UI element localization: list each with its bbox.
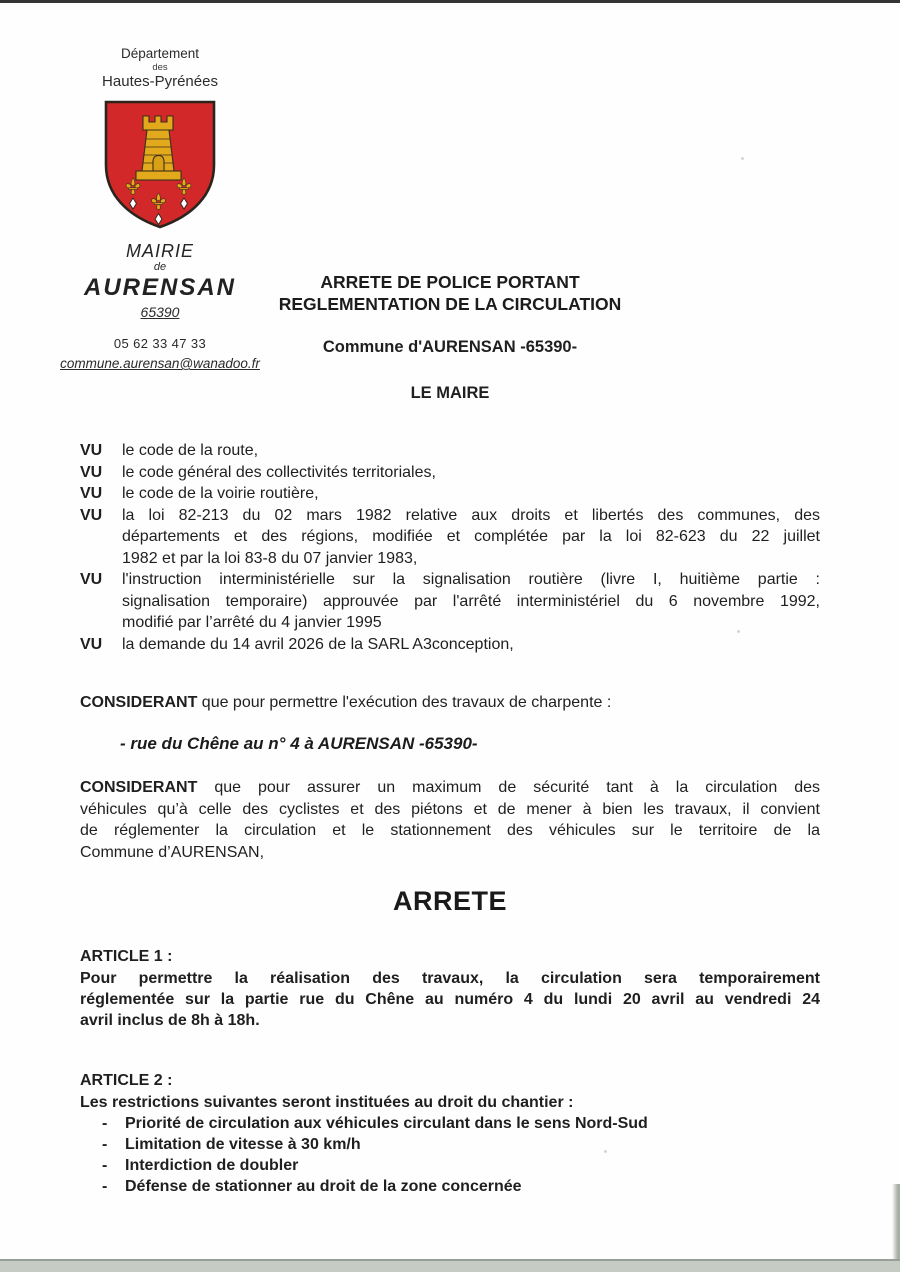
scan-speck xyxy=(604,1150,607,1153)
vu-item xyxy=(80,634,820,656)
considerant-2-line: véhicules qu’à celle des cyclistes et des piétons et de mener à bien les travaux, il convient xyxy=(80,800,820,818)
vu-list xyxy=(80,440,820,655)
department-line2: des xyxy=(152,62,168,73)
scan-edge-top xyxy=(0,0,900,3)
letterhead xyxy=(35,46,285,372)
vu-label: VU xyxy=(80,485,103,502)
postal-code: 65390 xyxy=(140,304,180,320)
vu-item xyxy=(80,462,820,484)
vu-text: le code de la voirie routière, xyxy=(122,485,319,502)
article-1-title: ARTICLE 1 : xyxy=(80,948,173,965)
title-commune: Commune d'AURENSAN -65390- xyxy=(322,338,578,356)
arrete-heading: ARRETE xyxy=(392,886,507,916)
scan-edge-bottom xyxy=(0,1259,900,1272)
vu-text-line: l'instruction interministérielle sur la signalisation routière (livre I, huitième partie : xyxy=(122,571,820,588)
title-authority: LE MAIRE xyxy=(410,384,490,402)
vu-text-line: la loi 82-213 du 02 mars 1982 relative aux droits et libertés des communes, des xyxy=(122,506,820,524)
considerant-1 xyxy=(80,692,820,714)
vu-label: VU xyxy=(80,506,103,524)
article-2-title: ARTICLE 2 : xyxy=(80,1072,173,1089)
article-1 xyxy=(80,946,820,1031)
work-location: - rue du Chêne au n° 4 à AURENSAN -65390- xyxy=(120,734,478,753)
vu-label: VU xyxy=(80,463,103,481)
vu-text: le code de la route, xyxy=(122,442,259,459)
article-2-intro: Les restrictions suivantes seront instituées au droit du chantier : xyxy=(80,1094,574,1111)
vu-item xyxy=(80,483,820,505)
restriction-item: - Défense de stationner au droit de la zone concernée xyxy=(80,1176,820,1197)
vu-text: la demande du 14 avril 2026 de la SARL A3conception, xyxy=(122,635,514,653)
title-line-1: ARRETE DE POLICE PORTANT xyxy=(320,272,580,292)
article-1-body-line: avril inclus de 8h à 18h. xyxy=(80,1012,260,1029)
scan-speck xyxy=(737,630,740,633)
considerant-label: CONSIDERANT xyxy=(80,694,198,711)
considerant-1-text: que pour permettre l'exécution des travaux de charpente : xyxy=(197,694,612,711)
restriction-item: - Priorité de circulation aux véhicules circulant dans le sens Nord-Sud xyxy=(80,1113,820,1134)
title-line-2: REGLEMENTATION DE LA CIRCULATION xyxy=(278,294,622,314)
restriction-item: - Interdiction de doubler xyxy=(80,1155,820,1176)
considerant-2 xyxy=(80,777,820,863)
vu-text-line: 1982 et par la loi 83-8 du 07 janvier 1983, xyxy=(122,549,418,567)
article-1-body-line: réglementée sur la partie rue du Chêne au numéro 4 du lundi 20 avril au vendredi 24 xyxy=(80,991,820,1008)
article-1-body-line: Pour permettre la réalisation des travaux, la circulation sera temporairement xyxy=(80,970,820,987)
coat-of-arms xyxy=(35,99,285,235)
commune-name: AURENSAN xyxy=(83,274,236,301)
vu-text: le code général des collectivités territoriales, xyxy=(122,463,436,481)
considerant-2-line xyxy=(80,777,820,799)
vu-text-line: modifié par l’arrêté du 4 janvier 1995 xyxy=(122,614,382,631)
vu-item xyxy=(80,505,820,570)
phone-number: 05 62 33 47 33 xyxy=(113,336,207,351)
department-line3: Hautes-Pyrénées xyxy=(102,73,218,90)
mairie-label: MAIRIE xyxy=(125,241,194,261)
considerant-label: CONSIDERANT xyxy=(80,779,198,796)
vu-label: VU xyxy=(80,635,103,653)
vu-label: VU xyxy=(80,571,103,588)
restrictions-list xyxy=(80,1113,820,1197)
department-line1: Département xyxy=(120,46,200,61)
vu-label: VU xyxy=(80,442,103,459)
coat-of-arms-icon xyxy=(103,99,217,230)
considerant-2-text: que pour assurer un maximum de sécurité tant à la circulation des xyxy=(197,779,820,796)
vu-item xyxy=(80,569,820,634)
restriction-item: - Limitation de vitesse à 30 km/h xyxy=(80,1134,820,1155)
considerant-2-line: Commune d’AURENSAN, xyxy=(80,843,265,861)
vu-text-line: départements et des régions, modifiée et complétée par la loi 82-623 du 22 juillet xyxy=(122,528,820,545)
vu-text-line: signalisation temporaire) approuvée par l'arrêté interministériel du 6 novembre 1992, xyxy=(122,592,820,610)
considerant-2-line: de réglementer la circulation et le stationnement des véhicules sur le territoire de la xyxy=(80,822,820,839)
document-title xyxy=(258,271,642,403)
article-2 xyxy=(80,1070,820,1197)
email-address: commune.aurensan@wanadoo.fr xyxy=(60,356,260,371)
de-label: de xyxy=(153,261,167,273)
scan-speck xyxy=(741,157,744,160)
vu-item xyxy=(80,440,820,462)
